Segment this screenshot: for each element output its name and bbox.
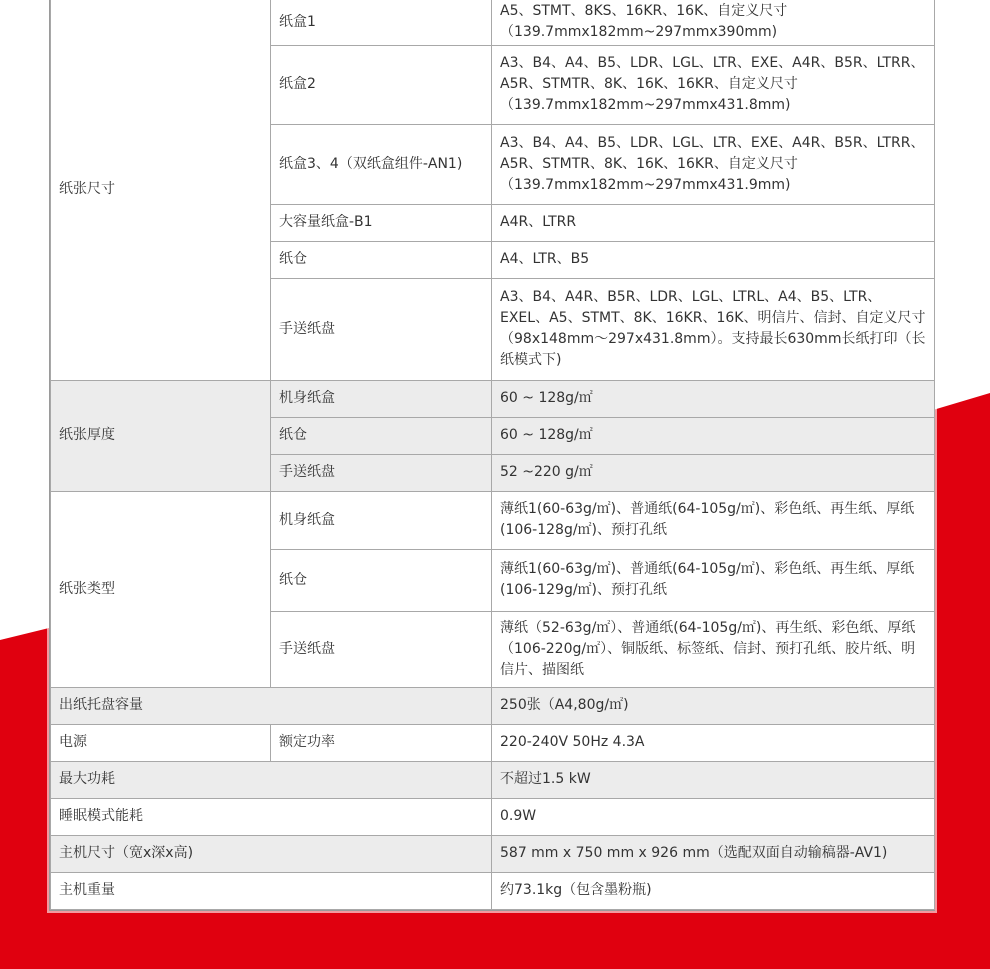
- sleep-power-label: 睡眠模式能耗: [51, 798, 492, 835]
- spec-table: [50, 0, 935, 910]
- max-power-label: 最大功耗: [51, 761, 492, 798]
- bypass-weight-value: 52 ~220 g/㎡: [492, 454, 935, 491]
- body-tray-name: 机身纸盒: [271, 380, 492, 417]
- bypass-name: 手送纸盘: [271, 454, 492, 491]
- bypass-name: 手送纸盘: [271, 611, 492, 687]
- spec-table-panel: [49, 0, 935, 911]
- table-row: [51, 872, 935, 909]
- tray34-name: 纸盒3、4（双纸盒组件-AN1): [271, 124, 492, 204]
- table-row: [51, 835, 935, 872]
- power-value: 220-240V 50Hz 4.3A: [492, 724, 935, 761]
- tray1-name: 纸盒1: [271, 0, 492, 45]
- tray1-size-value: A5、STMT、8KS、16KR、16K、自定义尺寸 （139.7mmx182mm~297mmx390mm): [492, 0, 935, 45]
- power-sub-label: 额定功率: [271, 724, 492, 761]
- deck-name: 纸仓: [271, 417, 492, 454]
- table-row: [51, 491, 935, 549]
- weight-label: 主机重量: [51, 872, 492, 909]
- deck-type-value: 薄纸1(60-63g/㎡)、普通纸(64-105g/㎡)、彩色纸、再生纸、厚纸(106-129g/㎡)、预打孔纸: [492, 549, 935, 611]
- body-tray-type-value: 薄纸1(60-63g/㎡)、普通纸(64-105g/㎡)、彩色纸、再生纸、厚纸(106-128g/㎡)、预打孔纸: [492, 491, 935, 549]
- lcc-size-value: A4R、LTRR: [492, 204, 935, 241]
- lcc-name: 大容量纸盒-B1: [271, 204, 492, 241]
- table-row: [51, 687, 935, 724]
- table-row: [51, 798, 935, 835]
- body-tray-weight-value: 60 ~ 128g/㎡: [492, 380, 935, 417]
- deck-name: 纸仓: [271, 549, 492, 611]
- tray34-size-value: A3、B4、A4、B5、LDR、LGL、LTR、EXE、A4R、B5R、LTRR、A5R、STMTR、8K、16K、16KR、自定义尺寸 （139.7mmx182mm~297mmx431.9mm): [492, 124, 935, 204]
- paper-weight-label: 纸张厚度: [51, 380, 271, 491]
- dimensions-label: 主机尺寸（宽x深x高): [51, 835, 492, 872]
- bypass-type-value: 薄纸（52-63g/㎡）、普通纸(64-105g/㎡)、再生纸、彩色纸、厚纸（106-220g/㎡）、铜版纸、标签纸、信封、预打孔纸、胶片纸、明信片、描图纸: [492, 611, 935, 687]
- weight-value: 约73.1kg（包含墨粉瓶): [492, 872, 935, 909]
- tray2-size-value: A3、B4、A4、B5、LDR、LGL、LTR、EXE、A4R、B5R、LTRR、A5R、STMTR、8K、16K、16KR、自定义尺寸 （139.7mmx182mm~297mmx431.8mm): [492, 45, 935, 124]
- max-power-value: 不超过1.5 kW: [492, 761, 935, 798]
- deck-weight-value: 60 ~ 128g/㎡: [492, 417, 935, 454]
- table-row: [51, 380, 935, 417]
- table-row: [51, 0, 935, 45]
- sleep-power-value: 0.9W: [492, 798, 935, 835]
- output-tray-value: 250张（A4,80g/㎡): [492, 687, 935, 724]
- output-tray-label: 出纸托盘容量: [51, 687, 492, 724]
- bypass-tray-name: 手送纸盘: [271, 278, 492, 380]
- body-tray-name: 机身纸盒: [271, 491, 492, 549]
- paper-deck-size-value: A4、LTR、B5: [492, 241, 935, 278]
- bypass-tray-size-value: A3、B4、A4R、B5R、LDR、LGL、LTRL、A4、B5、LTR、EXEL、A5、STMT、8K、16KR、16K、明信片、信封、自定义尺寸（98x148mm～297x431.8mm）。支持最长630mm长纸打印（长纸模式下): [492, 278, 935, 380]
- paper-type-label: 纸张类型: [51, 491, 271, 687]
- table-row: [51, 724, 935, 761]
- power-label: 电源: [51, 724, 271, 761]
- dimensions-value: 587 mm x 750 mm x 926 mm（选配双面自动输稿器-AV1): [492, 835, 935, 872]
- paper-size-label: 纸张尺寸: [51, 0, 271, 380]
- table-row: [51, 761, 935, 798]
- tray2-name: 纸盒2: [271, 45, 492, 124]
- paper-deck-name: 纸仓: [271, 241, 492, 278]
